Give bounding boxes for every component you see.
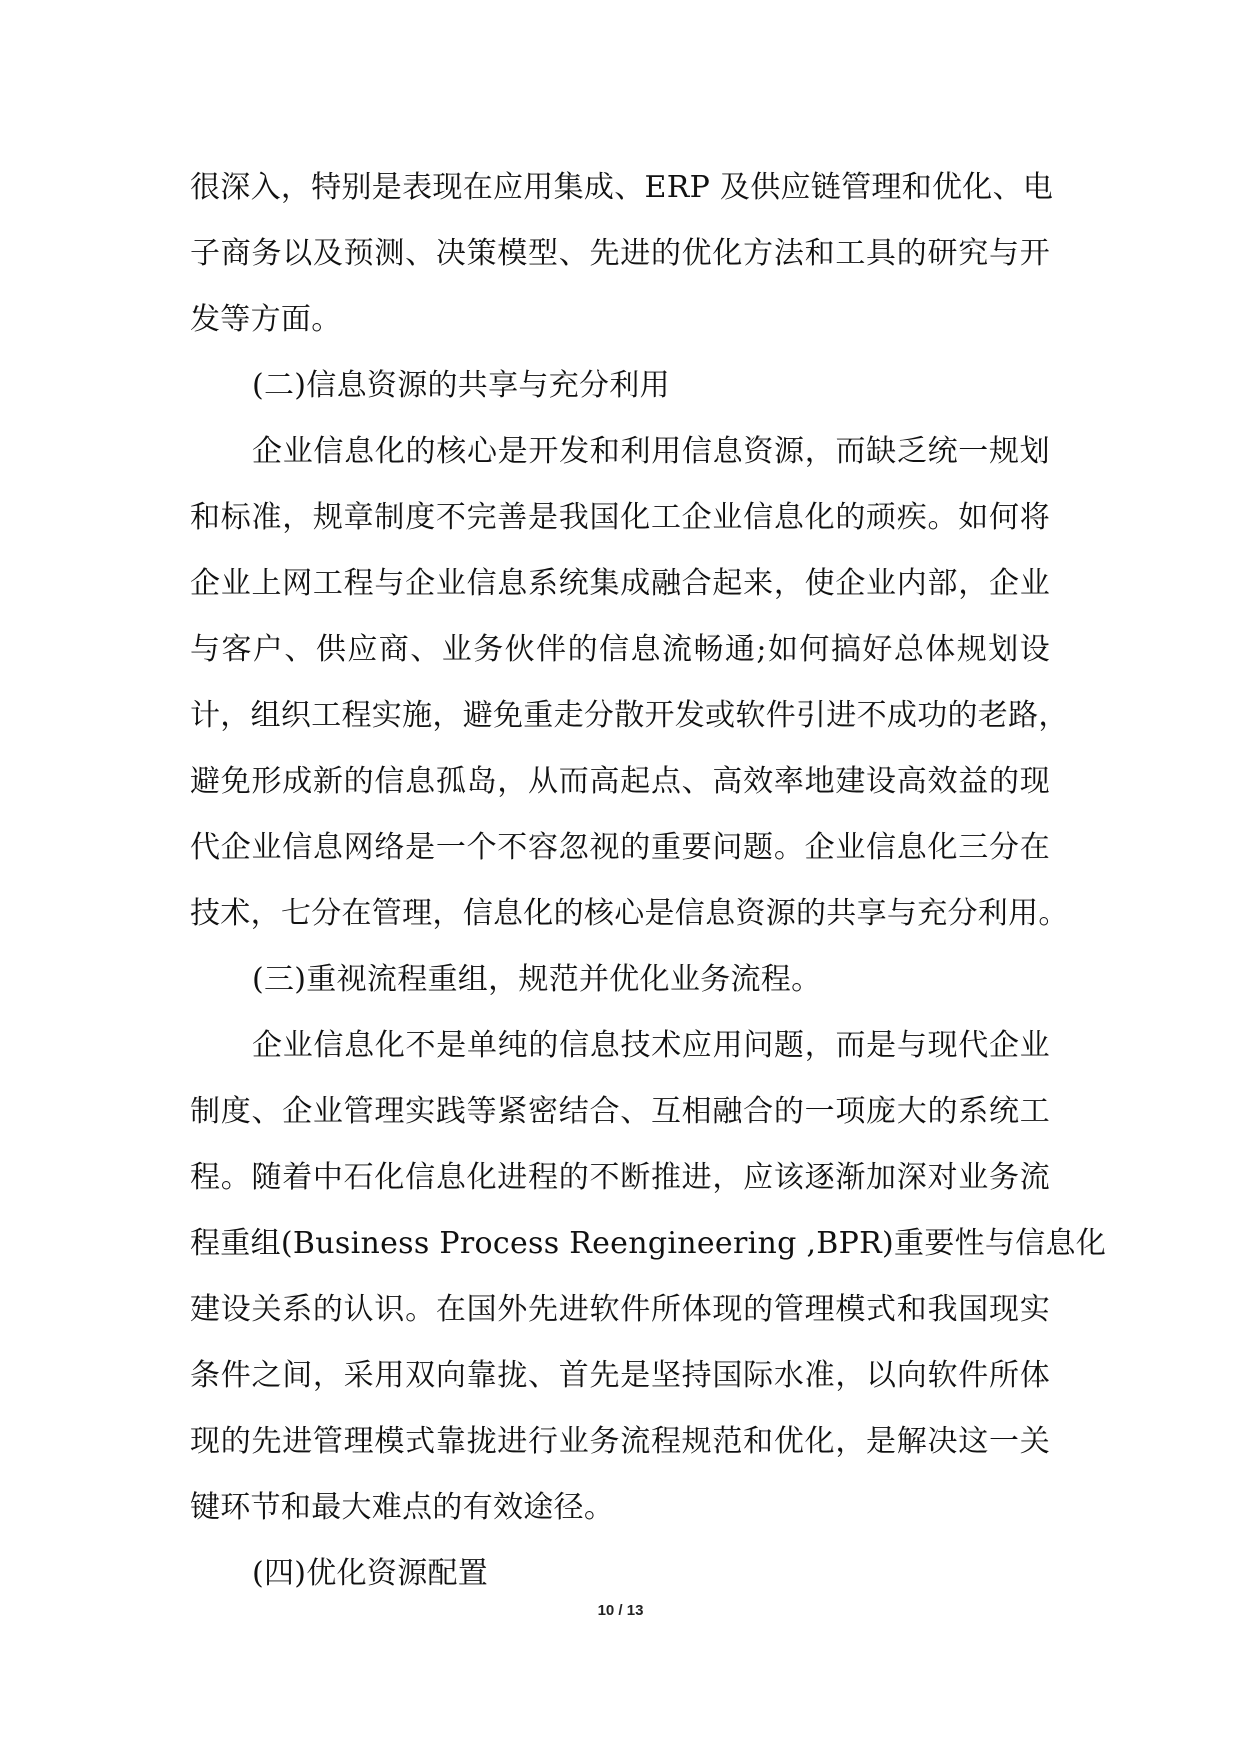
page-number: 10 / 13 — [597, 1602, 644, 1619]
text-line: 与客户、供应商、业务伙伴的信息流畅通;如何搞好总体规划设 — [190, 632, 1050, 667]
text-line: 企业信息化不是单纯的信息技术应用问题，而是与现代企业 — [252, 1028, 1050, 1063]
paragraph-1 — [190, 155, 1054, 353]
text-line: 企业上网工程与企业信息系统集成融合起来，使企业内部，企业 — [190, 566, 1050, 601]
section-heading-4 — [190, 1541, 1050, 1607]
section-heading-3 — [190, 947, 1050, 1013]
text-line: 制度、企业管理实践等紧密结合、互相融合的一项庞大的系统工 — [190, 1094, 1050, 1129]
heading-line: (二)信息资源的共享与充分利用 — [252, 368, 670, 403]
text-line: 程重组(Business Process Reengineering ,BPR)重要性与信息化 — [190, 1226, 1107, 1261]
section-heading-2 — [190, 353, 1050, 419]
text-line: 代企业信息网络是一个不容忽视的重要问题。企业信息化三分在 — [190, 830, 1050, 865]
text-line: 建设关系的认识。在国外先进软件所体现的管理模式和我国现实 — [190, 1292, 1050, 1327]
text-line: 现的先进管理模式靠拢进行业务流程规范和优化，是解决这一关 — [190, 1424, 1050, 1459]
heading-line: (四)优化资源配置 — [252, 1556, 489, 1591]
text-line: 企业信息化的核心是开发和利用信息资源，而缺乏统一规划 — [252, 434, 1050, 469]
text-line: 发等方面。 — [190, 302, 342, 337]
text-line: 键环节和最大难点的有效途径。 — [190, 1490, 615, 1525]
paragraph-2 — [190, 419, 1069, 947]
document-body — [190, 155, 1107, 1607]
text-line: 避免形成新的信息孤岛，从而高起点、高效率地建设高效益的现 — [190, 764, 1050, 799]
text-line: 子商务以及预测、决策模型、先进的优化方法和工具的研究与开 — [190, 236, 1050, 271]
text-line: 计，组织工程实施，避免重走分散开发或软件引进不成功的老路， — [190, 698, 1069, 733]
text-line: 条件之间，采用双向靠拢、首先是坚持国际水准，以向软件所体 — [190, 1358, 1050, 1393]
text-line: 很深入，特别是表现在应用集成、ERP 及供应链管理和优化、电 — [190, 170, 1054, 205]
text-line: 程。随着中石化信息化进程的不断推进，应该逐渐加深对业务流 — [190, 1160, 1050, 1195]
paragraph-3 — [190, 1013, 1107, 1541]
text-line: 技术，七分在管理，信息化的核心是信息资源的共享与充分利用。 — [190, 896, 1069, 931]
heading-line: (三)重视流程重组，规范并优化业务流程。 — [252, 962, 822, 997]
text-line: 和标准，规章制度不完善是我国化工企业信息化的顽疾。如何将 — [190, 500, 1050, 535]
